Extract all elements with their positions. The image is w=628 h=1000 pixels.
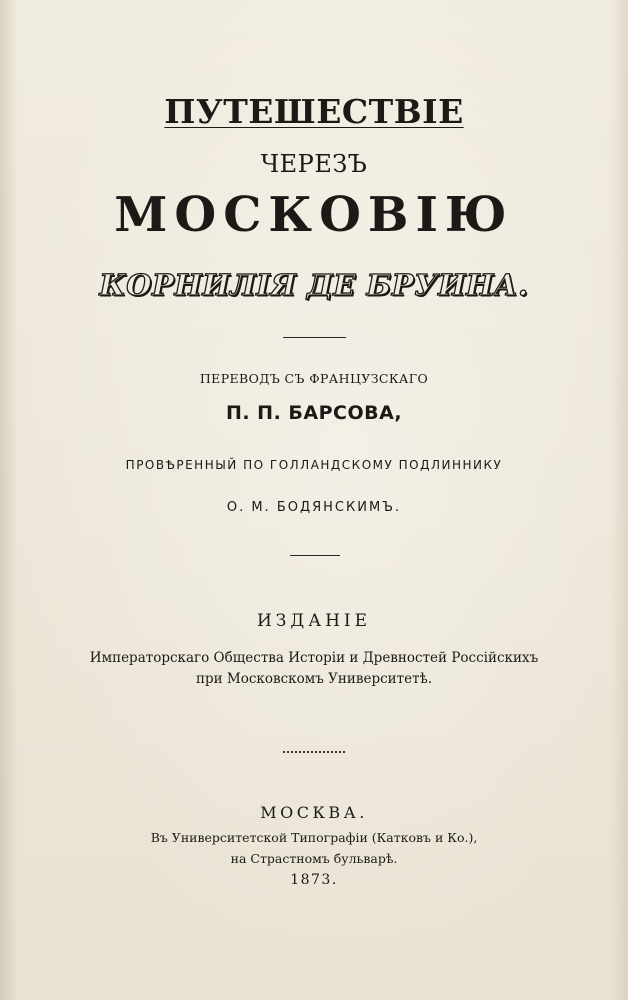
title-line-2: ЧЕРЕЗЪ [260,150,368,178]
divider-rule-short [290,555,340,556]
verification-note: ПРОВѢРЕННЫЙ ПО ГОЛЛАНДСКОМУ ПОДЛИННИКУ [125,458,503,472]
imprint-year: 1873. [290,872,338,888]
verifier-name: О. М. БОДЯНСКИМЪ. [226,500,402,515]
publisher-society-line-1: Императорскаго Общества Исторіи и Древностей Россійскихъ [89,650,539,666]
translator-name: П. П. БАРСОВА, [225,402,403,424]
dotted-divider [283,751,345,753]
imprint-press-line-1: Въ Университетской Типографіи (Катковъ и Ко.), [150,830,478,845]
edition-label: ИЗДАНІЕ [256,611,372,631]
imprint-press-line-2: на Страстномъ бульварѣ. [230,851,398,866]
divider-rule [283,337,346,338]
translation-note: ПЕРЕВОДЪ СЪ ФРАНЦУЗСКАГО [199,371,429,386]
publisher-society-line-2: при Московскомъ Университетѣ. [195,671,432,687]
title-line-1: ПУТЕШЕСТВІЕ [164,92,464,131]
author-line: КОРНИЛІЯ ДЕ БРУИНА. [99,268,529,302]
title-line-3: МОСКОВІЮ [114,187,514,243]
imprint-city: МОСКВА. [260,803,368,822]
